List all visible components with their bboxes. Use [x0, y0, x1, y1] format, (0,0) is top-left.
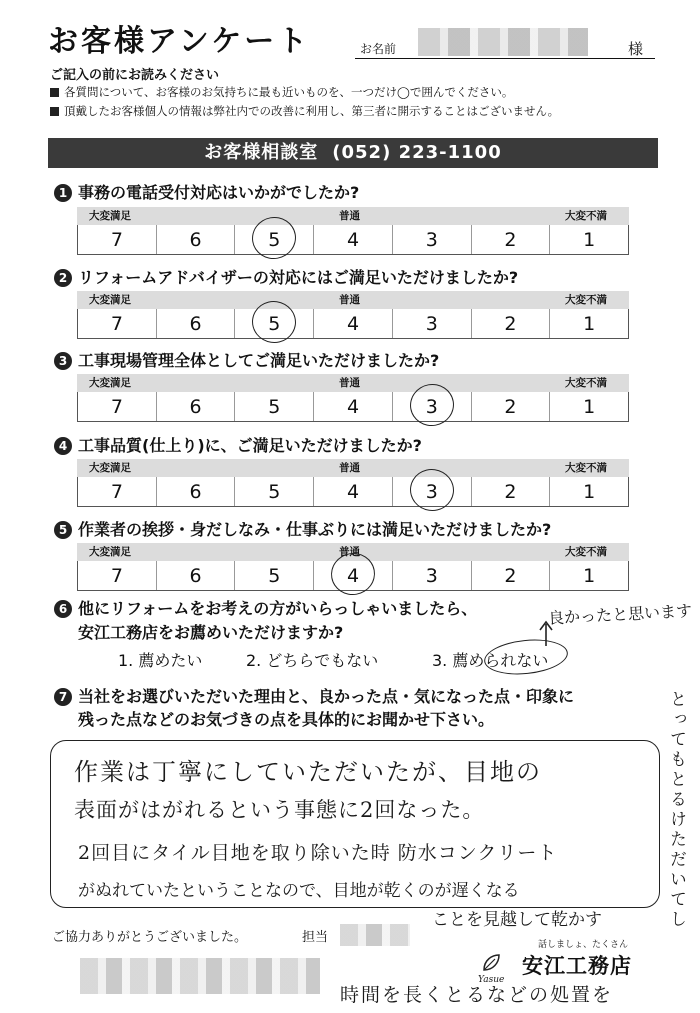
staff-label: 担当 [302, 930, 329, 945]
rating-option[interactable]: 5 [235, 225, 314, 254]
rating-option[interactable]: 6 [157, 392, 236, 421]
rating-option[interactable]: 3 [393, 309, 472, 338]
handwritten-arrow-icon [536, 618, 556, 648]
square-bullet-icon [50, 107, 59, 116]
scale-label-low: 大変不満 [565, 546, 607, 558]
rating-option[interactable]: 3 [393, 477, 472, 506]
question-number-badge: 5 [54, 521, 72, 539]
company-name: 安江工務店 [522, 954, 632, 978]
rating-option[interactable]: 5 [235, 477, 314, 506]
comment-line: 表面がはがれるという事態に2回なった。 [74, 798, 485, 822]
scale-label-high: 大変満足 [89, 294, 131, 306]
q6-option-3[interactable]: 3. 薦められない [432, 651, 549, 670]
rating-scale [77, 543, 629, 591]
rating-option[interactable]: 3 [393, 225, 472, 254]
rating-option[interactable]: 4 [314, 561, 393, 590]
scale-cells [77, 309, 629, 339]
scale-label-high: 大変満足 [89, 377, 131, 389]
address-redacted [80, 958, 320, 994]
question-6: 6 他にリフォームをお考えの方がいらっしゃいましたら、 [54, 596, 477, 619]
rating-option[interactable]: 6 [157, 477, 236, 506]
scale-label-mid: 普通 [339, 377, 360, 389]
logo-script: Yasue [478, 975, 505, 985]
square-bullet-icon [50, 88, 59, 97]
rating-option[interactable]: 4 [314, 477, 393, 506]
rating-option[interactable]: 7 [78, 309, 157, 338]
scale-label-high: 大変満足 [89, 210, 131, 222]
scale-label-mid: 普通 [339, 546, 360, 558]
rating-option[interactable]: 1 [583, 565, 596, 587]
question-number-badge: 6 [54, 600, 72, 618]
banner-label: お客様相談室 [204, 142, 319, 163]
rating-option[interactable]: 2 [472, 477, 551, 506]
question-7-line2: 残った点などのお気づきの点を具体的にお聞かせ下さい。 [78, 710, 495, 729]
question-4: 4 工事品質(仕上り)に、ご満足いただけましたか? [54, 433, 422, 456]
notice-bullet: 各質問について、お客様のお気持ちに最も近いものを、一つだけ◯で囲んでください。 [50, 84, 513, 100]
rating-option[interactable]: 1 [583, 229, 596, 251]
question-2: 2 リフォームアドバイザーの対応にはご満足いただけましたか? [54, 265, 518, 288]
scale-label-mid: 普通 [339, 294, 360, 306]
comment-line: 作業は丁寧にしていただいたが、目地の [74, 758, 542, 786]
staff-redacted [340, 924, 410, 946]
rating-option[interactable]: 3 [393, 561, 472, 590]
rating-scale [77, 207, 629, 255]
rating-option[interactable]: 5 [235, 561, 314, 590]
rating-option[interactable]: 6 [157, 225, 236, 254]
scale-label-low: 大変不満 [565, 294, 607, 306]
scale-label-mid: 普通 [339, 462, 360, 474]
q6-handwritten-note: 良かったと思います [547, 601, 693, 628]
scale-cells [77, 477, 629, 507]
rating-option[interactable]: 4 [314, 392, 393, 421]
rating-scale [77, 374, 629, 422]
scale-label-low: 大変不満 [565, 377, 607, 389]
comment-line: 時間を長くとるなどの処置を [340, 984, 614, 1006]
name-suffix: 様 [628, 40, 644, 58]
name-redacted [418, 28, 588, 56]
scale-label-low: 大変不満 [565, 210, 607, 222]
q6-selection-circle [482, 636, 569, 679]
question-6-line2: 安江工務店をお薦めいただけますか? [78, 623, 344, 642]
rating-option[interactable]: 7 [78, 392, 157, 421]
question-7: 7 当社をお選びいただいた理由と、良かった点・気になった点・印象に [54, 684, 574, 707]
scale-cells [77, 392, 629, 422]
name-underline [355, 58, 655, 59]
question-5: 5 作業者の挨拶・身だしなみ・仕事ぶりには満足いただけましたか? [54, 517, 551, 540]
notice-title: ご記入の前にお読みください [50, 68, 220, 83]
question-number-badge: 7 [54, 688, 72, 706]
scale-cells [77, 225, 629, 255]
company-tagline: 話しましょ、たくさん [538, 940, 629, 950]
rating-option[interactable]: 7 [78, 225, 157, 254]
rating-option[interactable]: 7 [78, 477, 157, 506]
rating-option[interactable]: 4 [314, 225, 393, 254]
rating-option[interactable]: 1 [583, 396, 596, 418]
question-3: 3 工事現場管理全体としてご満足いただけましたか? [54, 348, 439, 371]
rating-scale [77, 459, 629, 507]
rating-option[interactable]: 6 [157, 561, 236, 590]
survey-title: お客様アンケート [48, 24, 311, 59]
question-1: 1 事務の電話受付対応はいかがでしたか? [54, 180, 359, 203]
scale-label-high: 大変満足 [89, 546, 131, 558]
rating-option[interactable]: 1 [583, 313, 596, 335]
q6-option-1[interactable]: 1. 薦めたい [118, 651, 203, 670]
question-number-badge: 3 [54, 352, 72, 370]
rating-option[interactable]: 2 [472, 392, 551, 421]
rating-option[interactable]: 7 [78, 561, 157, 590]
comment-side-note: とってもとるけただいてし [666, 690, 686, 930]
scale-label-high: 大変満足 [89, 462, 131, 474]
banner-phone: (052) 223-1100 [332, 142, 502, 163]
rating-option[interactable]: 2 [472, 309, 551, 338]
notice-bullet: 頂戴したお客様個人の情報は弊社内での改善に利用し、第三者に開示することはございません。 [50, 103, 559, 119]
question-number-badge: 4 [54, 437, 72, 455]
rating-scale [77, 291, 629, 339]
thanks-text: ご協力ありがとうございました。 [52, 930, 248, 945]
leaf-logo-icon [480, 952, 502, 974]
rating-option[interactable]: 1 [583, 481, 596, 503]
q6-option-2[interactable]: 2. どちらでもない [246, 651, 379, 670]
question-number-badge: 2 [54, 269, 72, 287]
question-number-badge: 1 [54, 184, 72, 202]
rating-option[interactable]: 3 [393, 392, 472, 421]
contact-banner [48, 138, 658, 168]
scale-label-low: 大変不満 [565, 462, 607, 474]
rating-option[interactable]: 5 [235, 309, 314, 338]
comment-line: ことを見越して乾かす [432, 910, 602, 930]
rating-option[interactable]: 5 [235, 392, 314, 421]
rating-option[interactable]: 6 [157, 309, 236, 338]
comment-line: がぬれていたということなので、目地が乾くのが遅くなる [78, 881, 520, 901]
rating-option[interactable]: 2 [472, 561, 551, 590]
comment-line: 2回目にタイル目地を取り除いた時 防水コンクリート [78, 842, 558, 864]
rating-option[interactable]: 4 [314, 309, 393, 338]
name-label: お名前 [360, 42, 397, 56]
scale-label-mid: 普通 [339, 210, 360, 222]
rating-option[interactable]: 2 [472, 225, 551, 254]
